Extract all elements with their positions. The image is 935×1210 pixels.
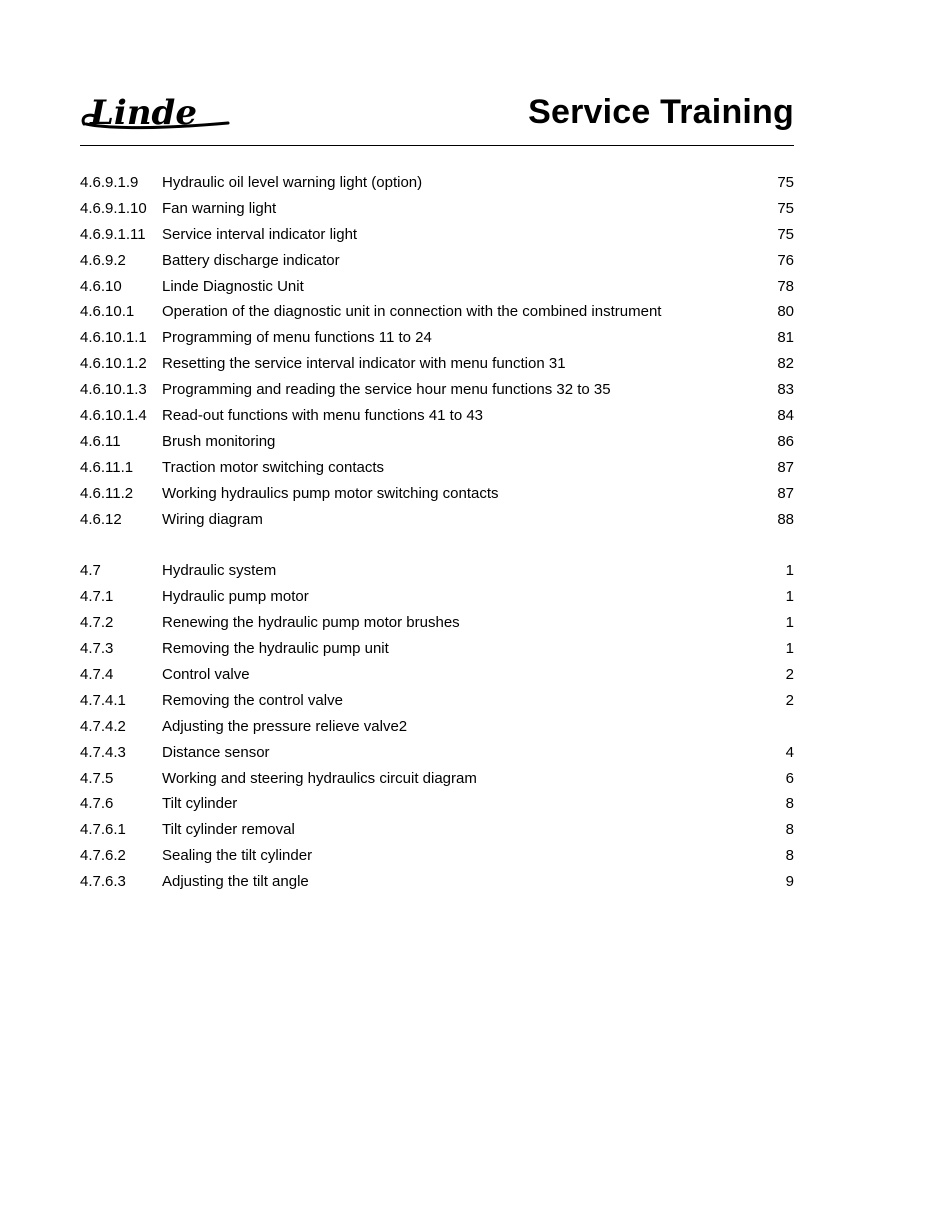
toc-entry[interactable] bbox=[80, 170, 794, 196]
toc-entry-title: Adjusting the pressure relieve valve2 bbox=[162, 717, 408, 735]
toc-entry-page: 2 bbox=[785, 666, 794, 684]
logo-text: Linde bbox=[90, 93, 197, 133]
toc-entry-page: 1 bbox=[785, 640, 794, 658]
toc-entry-number: 4.7.6.1 bbox=[80, 821, 126, 839]
toc-entry-page: 75 bbox=[777, 225, 794, 243]
toc-entry-title: Hydraulic pump motor bbox=[162, 588, 309, 606]
toc-entry-page: 81 bbox=[777, 329, 794, 347]
linde-logo-graphic bbox=[80, 86, 240, 136]
toc-entry-number: 4.6.9.1.10 bbox=[80, 199, 147, 217]
toc-entry-number: 4.6.9.2 bbox=[80, 251, 126, 269]
toc-entry-number: 4.6.11 bbox=[80, 432, 121, 450]
toc-entry-title: Operation of the diagnostic unit in connection with the combined instrument bbox=[162, 303, 662, 321]
toc-entry[interactable] bbox=[80, 688, 794, 714]
toc-entry-page: 80 bbox=[777, 303, 794, 321]
toc-entry[interactable] bbox=[80, 791, 794, 817]
toc-entry-number: 4.6.10.1.3 bbox=[80, 381, 147, 399]
toc-entry-number: 4.7.4.1 bbox=[80, 691, 126, 709]
page-header bbox=[80, 86, 794, 146]
toc-entry-page: 2 bbox=[785, 691, 794, 709]
toc-entry[interactable] bbox=[80, 843, 794, 869]
toc-entry-number: 4.7.5 bbox=[80, 769, 114, 787]
toc-entry[interactable] bbox=[80, 662, 794, 688]
toc-entry-title: Distance sensor bbox=[162, 743, 270, 761]
toc-entry-title: Battery discharge indicator bbox=[162, 251, 340, 269]
toc-entry-number: 4.6.10.1 bbox=[80, 303, 135, 321]
toc-entry[interactable] bbox=[80, 817, 794, 843]
table-of-contents bbox=[80, 170, 794, 895]
toc-entry-title: Programming and reading the service hour menu functions 32 to 35 bbox=[162, 381, 611, 399]
toc-entry[interactable] bbox=[80, 403, 794, 429]
toc-entry-number: 4.6.10.1.4 bbox=[80, 407, 147, 425]
toc-entry-page: 75 bbox=[777, 199, 794, 217]
toc-section-4-6 bbox=[80, 170, 794, 532]
toc-entry[interactable] bbox=[80, 558, 794, 584]
page-title: Service Training bbox=[528, 93, 794, 131]
toc-entry-number: 4.6.10.1.2 bbox=[80, 355, 147, 373]
toc-entry-page: 9 bbox=[785, 873, 794, 891]
toc-entry-page: 1 bbox=[785, 562, 794, 580]
toc-entry-number: 4.6.11.1 bbox=[80, 458, 134, 476]
toc-entry-page: 88 bbox=[777, 510, 794, 528]
toc-entry-title: Working hydraulics pump motor switching contacts bbox=[162, 484, 499, 502]
toc-entry-number: 4.7.6.3 bbox=[80, 873, 126, 891]
toc-entry[interactable] bbox=[80, 740, 794, 766]
linde-logo bbox=[80, 86, 240, 136]
toc-entry-number: 4.7.1 bbox=[80, 588, 114, 606]
toc-entry-number: 4.7 bbox=[80, 562, 101, 580]
header-divider bbox=[80, 145, 794, 146]
toc-entry[interactable] bbox=[80, 507, 794, 533]
toc-section-4-7 bbox=[80, 558, 794, 895]
toc-entry-page: 1 bbox=[785, 614, 794, 632]
toc-entry-page: 87 bbox=[777, 484, 794, 502]
toc-entry-number: 4.7.3 bbox=[80, 640, 114, 658]
toc-entry-page: 1 bbox=[785, 588, 794, 606]
toc-entry-number: 4.6.12 bbox=[80, 510, 122, 528]
toc-entry-title: Tilt cylinder bbox=[162, 795, 238, 813]
toc-entry-title: Removing the control valve bbox=[162, 691, 343, 709]
toc-entry-page: 82 bbox=[777, 355, 794, 373]
toc-entry-page: 78 bbox=[777, 277, 794, 295]
toc-entry-number: 4.7.4.3 bbox=[80, 743, 126, 761]
toc-entry-title: Resetting the service interval indicator with menu function 31 bbox=[162, 355, 566, 373]
toc-entry-number: 4.7.4 bbox=[80, 666, 114, 684]
toc-entry-number: 4.6.9.1.11 bbox=[80, 225, 146, 243]
toc-entry[interactable] bbox=[80, 248, 794, 274]
toc-entry[interactable] bbox=[80, 610, 794, 636]
toc-entry-page: 86 bbox=[777, 432, 794, 450]
toc-entry-title: Wiring diagram bbox=[162, 510, 263, 528]
toc-entry[interactable] bbox=[80, 766, 794, 792]
toc-entry-number: 4.7.4.2 bbox=[80, 717, 126, 735]
toc-entry-title: Service interval indicator light bbox=[162, 225, 358, 243]
toc-entry-title: Hydraulic oil level warning light (option) bbox=[162, 174, 423, 191]
toc-entry[interactable] bbox=[80, 274, 794, 300]
toc-entry-page: 8 bbox=[785, 795, 794, 813]
toc-entry[interactable] bbox=[80, 455, 794, 481]
toc-entry[interactable] bbox=[80, 222, 794, 248]
toc-entry-number: 4.6.10.1.1 bbox=[80, 329, 147, 347]
toc-entry-number: 4.6.11.2 bbox=[80, 484, 134, 502]
toc-entry[interactable] bbox=[80, 714, 794, 740]
toc-entry-title: Brush monitoring bbox=[162, 432, 276, 450]
toc-entry-title: Removing the hydraulic pump unit bbox=[162, 640, 389, 658]
toc-entry-title: Adjusting the tilt angle bbox=[162, 873, 309, 891]
toc-entry-page: 4 bbox=[785, 743, 794, 761]
toc-entry-page: 84 bbox=[777, 407, 794, 425]
toc-entry-page: 6 bbox=[785, 769, 794, 787]
toc-entry-page: 8 bbox=[785, 847, 794, 865]
toc-entry-number: 4.6.9.1.9 bbox=[80, 174, 139, 191]
toc-entry-title: Tilt cylinder removal bbox=[162, 821, 295, 839]
toc-entry-title: Traction motor switching contacts bbox=[162, 458, 385, 476]
toc-entry-page: 75 bbox=[777, 174, 794, 191]
toc-entry[interactable] bbox=[80, 351, 794, 377]
toc-entry-number: 4.7.6.2 bbox=[80, 847, 126, 865]
toc-entry-title: Renewing the hydraulic pump motor brushes bbox=[162, 614, 460, 632]
toc-entry[interactable] bbox=[80, 481, 794, 507]
toc-entry[interactable] bbox=[80, 325, 794, 351]
toc-entry-title: Working and steering hydraulics circuit diagram bbox=[162, 769, 477, 787]
toc-entry-title: Linde Diagnostic Unit bbox=[162, 277, 304, 295]
toc-entry[interactable] bbox=[80, 196, 794, 222]
section-gap bbox=[80, 532, 794, 558]
toc-entry-title: Programming of menu functions 11 to 24 bbox=[162, 329, 432, 347]
toc-entry[interactable] bbox=[80, 584, 794, 610]
toc-entry[interactable] bbox=[80, 377, 794, 403]
toc-entry-page: 8 bbox=[785, 821, 794, 839]
toc-entry[interactable] bbox=[80, 299, 794, 325]
toc-entry-title: Control valve bbox=[162, 666, 250, 684]
toc-entry[interactable] bbox=[80, 636, 794, 662]
toc-entry[interactable] bbox=[80, 869, 794, 895]
toc-entry-title: Hydraulic system bbox=[162, 562, 277, 580]
toc-entry-page: 83 bbox=[777, 381, 794, 399]
toc-entry-page: 87 bbox=[777, 458, 794, 476]
toc-entry-title: Sealing the tilt cylinder bbox=[162, 847, 313, 865]
toc-entry-title: Fan warning light bbox=[162, 199, 277, 217]
toc-entry-page: 76 bbox=[777, 251, 794, 269]
toc-entry-number: 4.7.6 bbox=[80, 795, 114, 813]
toc-entry-title: Read-out functions with menu functions 41 to 43 bbox=[162, 407, 484, 425]
toc-entry[interactable] bbox=[80, 429, 794, 455]
toc-entry-number: 4.7.2 bbox=[80, 614, 114, 632]
toc-entry-number: 4.6.10 bbox=[80, 277, 122, 295]
